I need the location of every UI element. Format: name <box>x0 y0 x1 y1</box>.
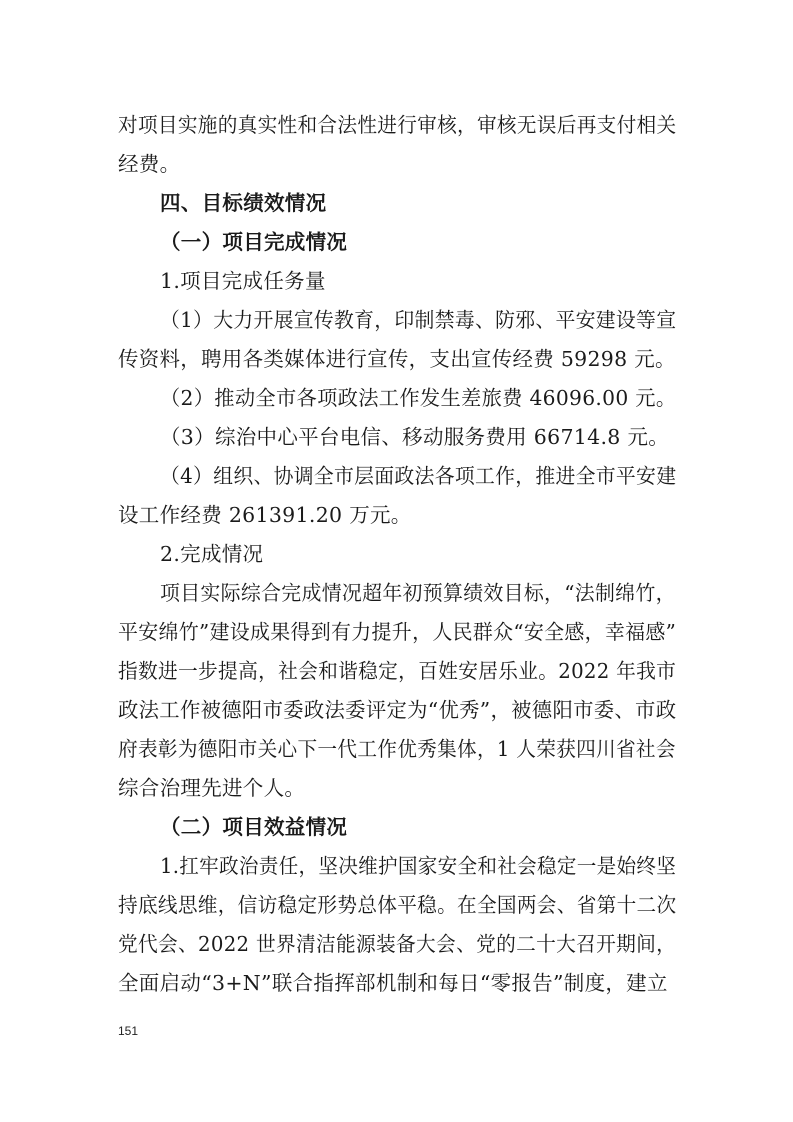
paragraph-line: 党代会、2022 世界清洁能源装备大会、党的二十大召开期间， <box>118 932 677 956</box>
paragraph-line: 经费。 <box>118 152 181 176</box>
paragraph-line: （4）组织、协调全市层面政法各项工作，推进全市平安建 <box>160 464 677 488</box>
paragraph-line: （1）大力开展宣传教育，印制禁毒、防邪、平安建设等宣 <box>160 308 677 332</box>
subsection-heading: （一）项目完成情况 <box>160 230 348 254</box>
paragraph-line: 项目实际综合完成情况超年初预算绩效目标，“法制绵竹， <box>160 581 676 605</box>
paragraph-line: 指数进一步提高，社会和谐稳定，百姓安居乐业。2022 年我市 <box>118 659 677 683</box>
page-number: 151 <box>118 1024 139 1038</box>
paragraph-line: 1.扛牢政治责任，坚决维护国家安全和社会稳定一是始终坚 <box>160 854 677 878</box>
paragraph-line: 全面启动“3+N”联合指挥部机制和每日“零报告”制度，建立 <box>118 971 668 995</box>
paragraph-line: 对项目实施的真实性和合法性进行审核，审核无误后再支付相关 <box>118 113 677 137</box>
section-heading: 四、目标绩效情况 <box>160 191 327 215</box>
paragraph-line: （3）综治中心平台电信、移动服务费用 66714.8 元。 <box>160 425 670 449</box>
subsection-heading: （二）项目效益情况 <box>160 815 348 839</box>
paragraph-line: 综合治理先进个人。 <box>118 776 306 800</box>
item-heading: 1.项目完成任务量 <box>160 269 326 293</box>
paragraph-line: 持底线思维，信访稳定形势总体平稳。在全国两会、省第十二次 <box>118 893 677 917</box>
paragraph-line: 府表彰为德阳市关心下一代工作优秀集体，1 人荣获四川省社会 <box>118 737 676 761</box>
paragraph-line: 传资料，聘用各类媒体进行宣传，支出宣传经费 59298 元。 <box>118 347 676 371</box>
paragraph-line: 政法工作被德阳市委政法委评定为“优秀”，被德阳市委、市政 <box>118 698 677 722</box>
paragraph-line: 设工作经费 261391.20 万元。 <box>118 503 412 527</box>
paragraph-line: 平安绵竹”建设成果得到有力提升，人民群众“安全感，幸福感” <box>118 620 677 644</box>
item-heading: 2.完成情况 <box>160 542 264 566</box>
paragraph-line: （2）推动全市各项政法工作发生差旅费 46096.00 元。 <box>160 386 677 410</box>
